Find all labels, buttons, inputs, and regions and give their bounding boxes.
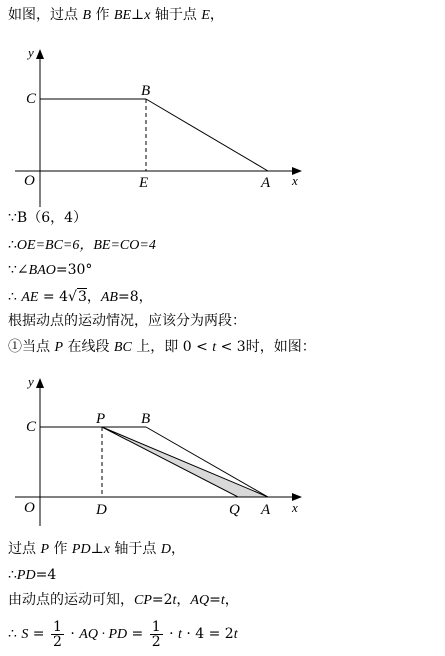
label-y: y xyxy=(28,45,34,60)
text-run: 作 xyxy=(49,541,72,557)
text-run: =2 xyxy=(151,592,173,608)
text-run: PD xyxy=(16,568,36,583)
text-run: AQ · PD xyxy=(79,627,128,642)
text-run: B xyxy=(82,8,92,23)
label-p: P xyxy=(96,411,106,427)
text-run: 过点 xyxy=(8,541,41,557)
text-run: · 4 = 2 xyxy=(181,626,234,642)
text-run: 在线段 xyxy=(63,339,114,355)
text-run: P xyxy=(40,542,50,557)
label-a: A xyxy=(261,502,271,518)
text-run: 根据动点的运动情况，应该分为两段： xyxy=(8,313,246,329)
text-run: =4 xyxy=(35,567,57,583)
text-run: BAO xyxy=(28,263,56,278)
y-axis-arrow xyxy=(36,49,44,59)
text-run: D xyxy=(160,542,172,557)
text-run: t xyxy=(178,627,182,642)
text-run: AB xyxy=(100,290,118,305)
label-a: A xyxy=(261,175,271,191)
text-run: ①当点 xyxy=(8,339,55,355)
fraction-half xyxy=(51,620,64,649)
text-run: P xyxy=(54,340,64,355)
text-run: ∵B（6，4） xyxy=(8,210,88,226)
text-run: 作 xyxy=(91,7,114,23)
text-run: 轴于点 xyxy=(109,541,161,557)
text-run: t xyxy=(212,340,217,355)
text-run: ， xyxy=(176,592,191,608)
given-b xyxy=(8,209,87,227)
fraction-denominator: 2 xyxy=(53,633,62,650)
label-d: D xyxy=(96,502,107,518)
label-o: O xyxy=(24,173,35,189)
text-run: ， xyxy=(224,592,239,608)
label-c: C xyxy=(26,91,37,107)
ae-ab-line xyxy=(8,288,153,307)
text-run: CP xyxy=(134,593,152,608)
text-run: < 3时，如图： xyxy=(216,339,316,355)
label-b: B xyxy=(141,411,151,427)
segment-ba xyxy=(146,427,268,497)
pd-value-line xyxy=(8,566,56,585)
fraction-numerator: 1 xyxy=(53,618,62,635)
text-run: = xyxy=(209,592,221,608)
text-run: E xyxy=(201,8,210,23)
fraction-denominator: 2 xyxy=(151,633,161,650)
fraction-numerator: 1 xyxy=(151,618,161,635)
text-run: 由动点的运动可知， xyxy=(8,592,134,608)
text-run: · xyxy=(65,626,80,642)
text-run: ， xyxy=(209,7,224,23)
text-run: BC xyxy=(113,340,132,355)
angle-line xyxy=(8,261,92,280)
fraction-half xyxy=(150,620,163,649)
text-run: AQ xyxy=(190,593,210,608)
text-run: ∵∠ xyxy=(8,262,29,278)
text-run: = 4 xyxy=(38,289,69,305)
figure-2 xyxy=(0,366,445,536)
y-axis-arrow xyxy=(36,378,44,388)
text-run: 轴于点 xyxy=(150,7,202,23)
cases-line xyxy=(8,312,246,330)
text-run: ， xyxy=(86,289,101,305)
text-run: S xyxy=(21,627,29,642)
intro-line xyxy=(8,6,224,25)
text-run: · xyxy=(164,626,179,642)
motion-line xyxy=(8,591,239,610)
text-run: ∴ xyxy=(8,567,17,583)
label-y: y xyxy=(28,374,34,389)
area-formula xyxy=(8,618,238,651)
text-run: OE=BC=6，BE=CO=4 xyxy=(16,238,156,253)
text-run: ⊥ xyxy=(131,7,145,23)
sqrt-sign: √ xyxy=(68,289,77,305)
label-x: x xyxy=(292,500,298,515)
label-x: x xyxy=(292,173,298,188)
segment-ba xyxy=(146,99,268,171)
case-1-line xyxy=(8,338,316,357)
text-run: 如图，过点 xyxy=(8,7,83,23)
label-e: E xyxy=(139,175,149,191)
text-run: x xyxy=(144,8,151,23)
text-run: PD xyxy=(71,542,91,557)
text-run: ⊥ xyxy=(90,541,104,557)
text-run: t xyxy=(172,593,177,608)
text-run: t xyxy=(233,627,238,642)
text-run: = xyxy=(28,626,49,642)
text-run: t xyxy=(220,593,225,608)
lengths-line xyxy=(8,236,156,255)
text-run: AE xyxy=(21,290,39,305)
text-run: =8， xyxy=(117,289,153,305)
text-run: BE xyxy=(113,8,132,23)
figure-1 xyxy=(0,35,445,210)
label-b: B xyxy=(141,83,151,99)
sqrt-radicand: 3 xyxy=(77,289,87,305)
text-run: x xyxy=(103,542,110,557)
pd-perp-line xyxy=(8,540,185,559)
text-run: ∴ xyxy=(8,237,17,253)
triangle-paq-shaded xyxy=(102,427,268,497)
text-run: 上，即 0 < xyxy=(131,339,213,355)
text-run: =30° xyxy=(55,262,93,278)
text-run: = xyxy=(127,626,148,642)
text-run: ∴ xyxy=(8,626,22,642)
label-c: C xyxy=(26,419,37,435)
label-q: Q xyxy=(229,502,240,518)
label-o: O xyxy=(24,500,35,516)
text-run: ∴ xyxy=(8,289,22,305)
text-run: ， xyxy=(171,541,186,557)
